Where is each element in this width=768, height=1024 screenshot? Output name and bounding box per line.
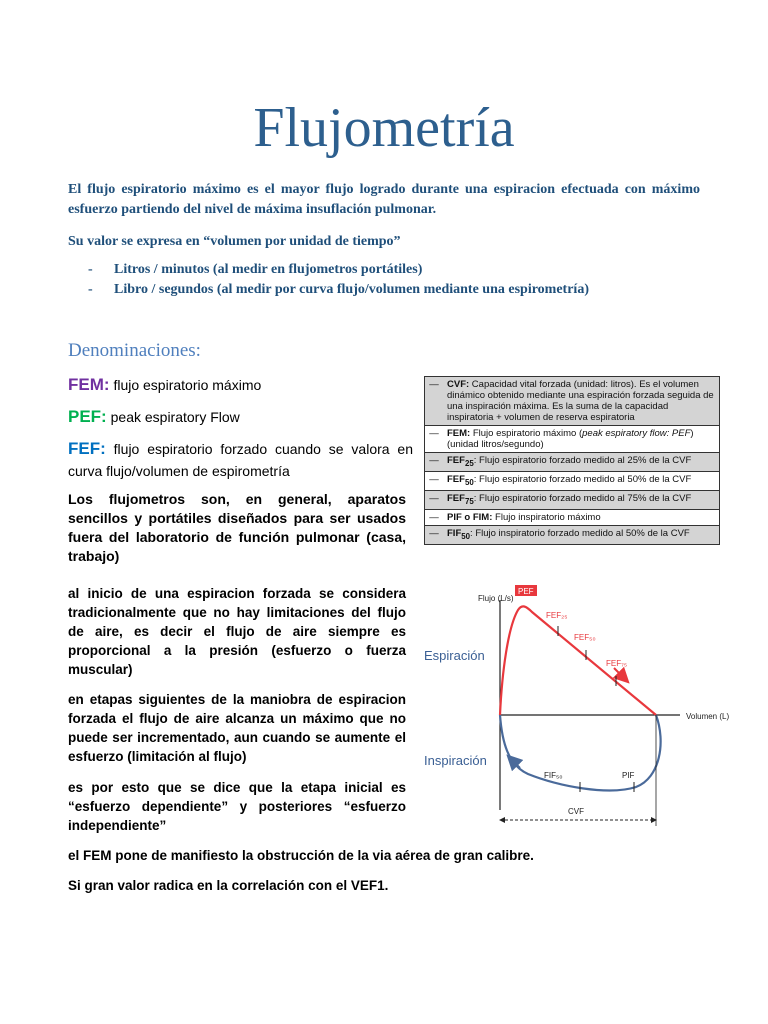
fef75-label: FEF₇₅ (606, 659, 628, 668)
table-row (425, 377, 720, 426)
row-marker: — (425, 509, 446, 525)
row-marker: — (425, 471, 446, 490)
definition-name: FEF (447, 492, 465, 504)
inspiration-curve (500, 715, 661, 790)
pif-label: PIF (622, 771, 635, 780)
definition-cell (445, 471, 720, 490)
term-text: flujo espiratorio máximo (113, 377, 262, 393)
page-title: Flujometría (253, 97, 515, 159)
definition-name: PIF o FIM: (447, 511, 493, 523)
flow-volume-diagram (418, 582, 738, 828)
definition-subscript: 50 (461, 531, 471, 541)
paragraph-devices: Los flujometros son, en general, aparatos sencillos y portátiles diseñados para ser usados fuera del laboratorio de función pulmonar (casa, trabajo) (68, 491, 406, 564)
bullet-marker: - (88, 262, 93, 277)
paragraph-stages: en etapas siguientes de la maniobra de espiracion forzada el flujo de aire alcanza un máximo que no puede ser incrementado, aun cuando se aumente el esfuerzo (limitación al flujo) (68, 692, 406, 764)
x-axis-label: Volumen (L) (686, 712, 730, 721)
row-marker: — (425, 426, 446, 453)
list-item (88, 280, 589, 300)
fef50-label: FEF₅₀ (574, 633, 596, 642)
row-marker: — (425, 525, 446, 544)
definition-text: : Flujo espiratorio forzado medido al 50% de la CVF (473, 473, 692, 485)
definition-text: : Flujo inspiratorio forzado medido al 50% de la CVF (470, 527, 690, 539)
term-abbr: PEF: (68, 407, 107, 426)
intro-paragraph: El flujo espiratorio máximo es el mayor flujo logrado durante una espiracion efectuada con máximo esfuerzo partiendo del nivel de máxima insuflación pulmonar. (68, 182, 700, 217)
definition-name: FEM: (447, 428, 471, 439)
list-item (88, 260, 589, 280)
definition-name: FEF (447, 473, 465, 485)
fef25-label: FEF₂₅ (546, 611, 568, 620)
list-item-text: Libro / segundos (al medir por curva flujo/volumen mediante una espirometría) (114, 282, 589, 297)
paragraph-value: Si gran valor radica en la correlación con el VEF1. (68, 878, 389, 893)
definition-cell (445, 509, 720, 525)
paragraph-effort: es por esto que se dice que la etapa inicial es “esfuerzo dependiente” y posteriores “esfuerzo independiente” (68, 780, 406, 833)
definition-cell (445, 426, 720, 453)
definition-text: Capacidad vital forzada (unidad: litros). Es el volumen dinámico obtenido mediante una espiración forzada seguida de una inspiración máxima. Es la suma de la capacidad inspiratoria + volumen de reserva espiratoria (447, 379, 714, 423)
definition-text: Flujo inspiratorio máximo (492, 511, 601, 523)
table-row (425, 525, 720, 544)
definition-text: : Flujo espiratorio forzado medido al 25% de la CVF (473, 455, 692, 466)
expiration-curve (500, 606, 656, 715)
table-row (425, 490, 720, 509)
term-text: flujo espiratorio forzado cuando se valora en curva flujo/volumen de espirometría (68, 441, 413, 479)
fif50-label: FIF₅₀ (544, 771, 563, 780)
paragraph-fem: el FEM pone de manifiesto la obstrucción de la via aérea de gran calibre. (68, 848, 534, 863)
term-pef (68, 406, 413, 428)
y-axis-label: Flujo (L/s) (478, 594, 514, 603)
definition-subscript: 25 (464, 458, 474, 468)
term-abbr: FEM: (68, 375, 110, 394)
definition-text: Flujo espiratorio máximo ( (470, 428, 583, 439)
definition-subscript: 50 (464, 477, 474, 487)
inspiration-label: Inspiración (424, 753, 487, 768)
definition-cell (445, 525, 720, 544)
term-text: peak espiratory Flow (110, 409, 240, 425)
row-marker: — (425, 377, 446, 426)
row-marker: — (425, 490, 446, 509)
unit-line: Su valor se expresa en “volumen por unidad de tiempo” (68, 234, 401, 249)
table-row (425, 453, 720, 472)
paragraph-start: al inicio de una espiracion forzada se considera tradicionalmente que no hay limitaciones del flujo de aire, es decir el flujo de aire siempre es proporcional a la presión (esfuerzo o fuerza muscular) (68, 586, 406, 677)
unit-list (88, 260, 589, 300)
definition-text: : Flujo espiratorio forzado medido al 75% de la CVF (473, 492, 692, 504)
expiration-label: Espiración (424, 648, 485, 663)
definition-name: FEF (447, 455, 465, 466)
definition-text: ) (unidad litros/segundo) (447, 428, 694, 450)
definitions-table (424, 376, 720, 545)
bullet-marker: - (88, 282, 93, 297)
definition-english: peak espiratory flow: PEF (582, 428, 691, 439)
table-row (425, 426, 720, 453)
section-heading: Denominaciones: (68, 340, 201, 361)
term-fef (68, 438, 413, 482)
term-abbr: FEF: (68, 439, 106, 458)
table-row (425, 509, 720, 525)
definition-cell (445, 453, 720, 472)
table-row (425, 471, 720, 490)
pef-label: PEF (518, 587, 534, 596)
row-marker: — (425, 453, 446, 472)
definition-name: FIF (447, 527, 462, 539)
list-item-text: Litros / minutos (al medir en flujometros portátiles) (114, 262, 423, 277)
definition-cell (445, 377, 720, 426)
definition-subscript: 75 (464, 496, 474, 506)
definition-name: CVF: (447, 379, 470, 390)
definition-cell (445, 490, 720, 509)
term-fem (68, 374, 413, 396)
cvf-label: CVF (568, 807, 584, 816)
